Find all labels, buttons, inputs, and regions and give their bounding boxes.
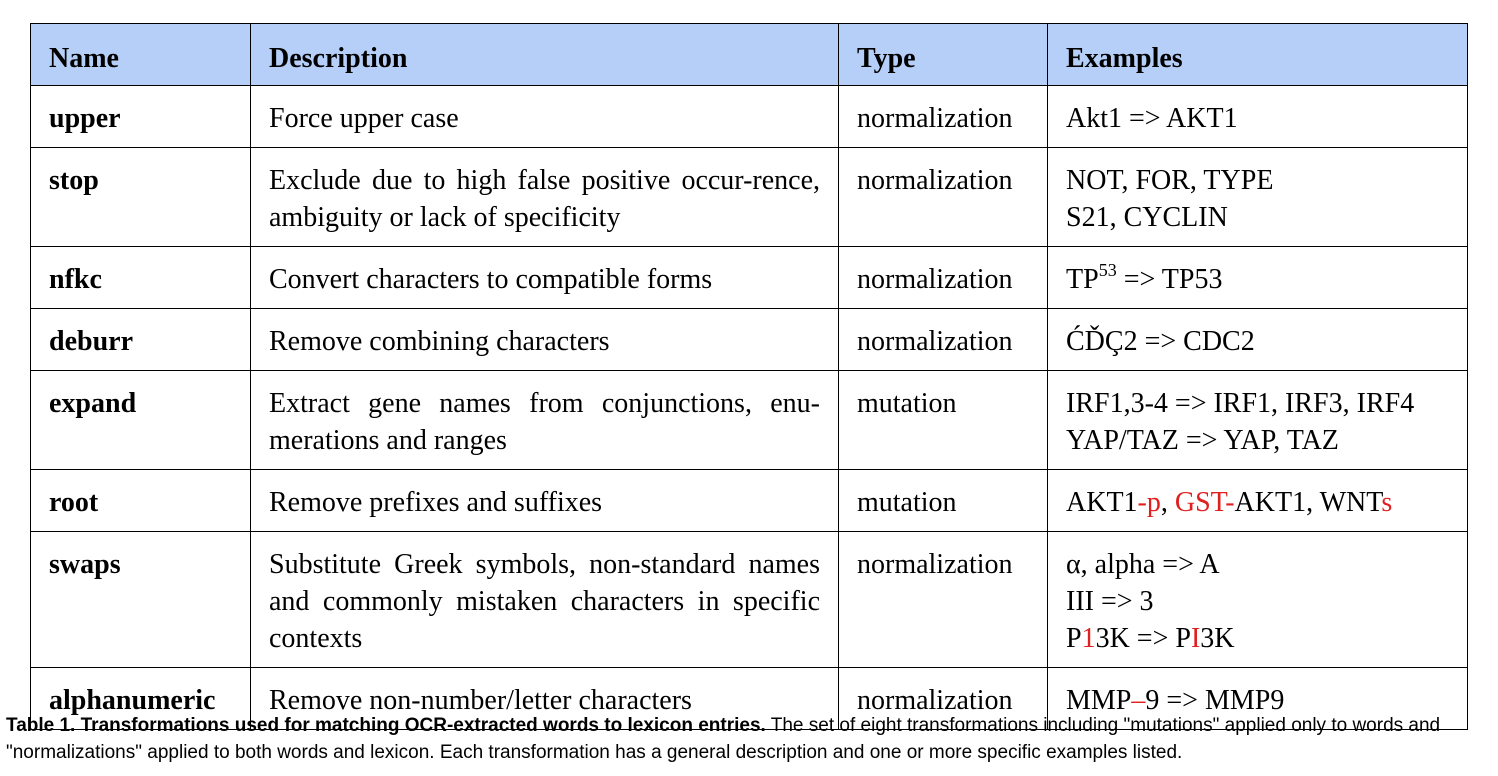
row-type: mutation [839,470,1048,532]
example-text: => TP53 [1116,264,1223,295]
caption-label: Table 1. Transformations used for matching OCR-extracted words to lexicon entries. [6,715,766,736]
highlight-text: s [1381,487,1393,518]
row-description: Extract gene names from conjunctions, enu-merations and ranges [251,371,839,470]
row-name: swaps [31,532,251,668]
table-row [31,86,1468,148]
header-examples: Examples [1048,24,1468,86]
row-description: Exclude due to high false positive occur-rence, ambiguity or lack of specificity [251,148,839,247]
table-row [31,371,1468,470]
example-superscript: 53 [1098,260,1117,280]
row-name: alphanumeric [31,668,251,730]
row-name: deburr [31,309,251,371]
example-line: Akt1 => AKT1 [1066,103,1238,134]
example-line: α, alpha => A [1066,549,1220,580]
example-text: , [1160,487,1175,518]
row-examples [1048,532,1468,668]
table-header [31,24,1468,86]
row-examples [1048,247,1468,309]
row-type: normalization [839,532,1048,668]
table-row [31,148,1468,247]
row-name: expand [31,371,251,470]
example-line: IRF1,3-4 => IRF1, IRF3, IRF4 [1066,388,1415,419]
row-name: upper [31,86,251,148]
highlight-text: I [1190,623,1201,654]
row-description: Remove prefixes and suffixes [251,470,839,532]
row-type: normalization [839,247,1048,309]
row-type: normalization [839,148,1048,247]
row-name: root [31,470,251,532]
example-text: WNT [1319,487,1382,518]
example-line: ĆĎÇ2 => CDC2 [1066,326,1255,357]
example-text: MMP [1066,685,1132,716]
row-description: Remove combining characters [251,309,839,371]
example-line [1066,620,1449,657]
row-type: mutation [839,371,1048,470]
row-description: Force upper case [251,86,839,148]
example-line: III => 3 [1066,586,1154,617]
example-text: , [1306,487,1320,518]
header-row [31,24,1468,86]
example-text: 9 => MMP9 [1145,685,1285,716]
header-name: Name [31,24,251,86]
row-type: normalization [839,309,1048,371]
transformations-table [30,23,1468,730]
header-description: Description [251,24,839,86]
example-line [1066,484,1449,521]
example-text: TP [1066,264,1099,295]
table-caption [6,712,1494,766]
example-text: 3K [1200,623,1235,654]
row-examples [1048,148,1468,247]
example-text: AKT1 [1234,487,1307,518]
row-description: Convert characters to compatible forms [251,247,839,309]
highlight-text: – [1131,685,1146,716]
header-type: Type [839,24,1048,86]
row-examples [1048,86,1468,148]
table-row [31,247,1468,309]
example-line: S21, CYCLIN [1066,202,1228,233]
row-description: Substitute Greek symbols, non-standard names and commonly mistaken characters in specific contexts [251,532,839,668]
row-examples [1048,309,1468,371]
table-row [31,470,1468,532]
caption-text: The set of eight transformations including "mutations" applied only to words and "normalizations" applied to both words and lexicon. Each transformation has a general description and one or more specific examples listed. [6,715,1441,763]
highlight-text: 1 [1081,623,1096,654]
table-row [31,309,1468,371]
example-text: P [1066,623,1082,654]
example-line: NOT, FOR, TYPE [1066,165,1274,196]
example-line: YAP/TAZ => YAP, TAZ [1066,425,1339,456]
highlight-text: GST- [1174,487,1235,518]
example-line [1066,261,1449,298]
row-examples [1048,371,1468,470]
row-examples [1048,470,1468,532]
highlight-text: -p [1137,487,1161,518]
table-row [31,532,1468,668]
example-text: 3K => P [1095,623,1191,654]
example-text: AKT1 [1066,487,1138,518]
row-name: nfkc [31,247,251,309]
row-type: normalization [839,86,1048,148]
row-name: stop [31,148,251,247]
row-type: normalization [839,668,1048,730]
row-description: Remove non-number/letter characters [251,668,839,730]
